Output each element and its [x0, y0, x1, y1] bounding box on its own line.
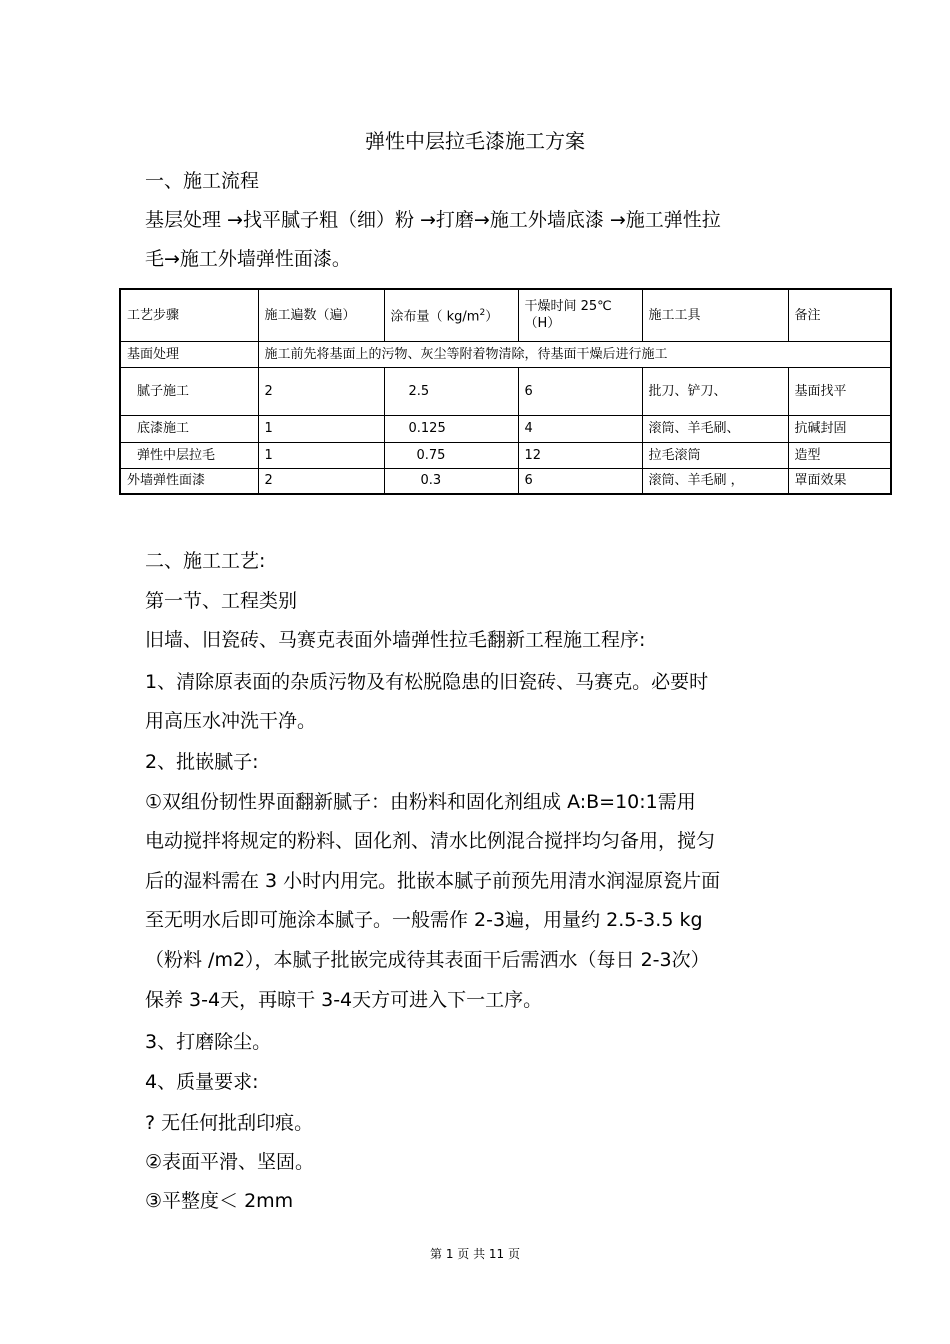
header-step: 工艺步骤: [120, 289, 258, 341]
row-remarks: 基面找平: [788, 367, 891, 415]
header-passes: 施工遍数（遍）: [258, 289, 384, 341]
page-footer: 第 1 页 共 11 页: [430, 1247, 520, 1261]
row-passes: 1: [258, 415, 384, 442]
table-header-row: [120, 289, 891, 341]
row-tools: 滚筒、羊毛刷、: [642, 415, 788, 442]
row-step: 弹性中层拉毛: [120, 442, 258, 468]
header-remarks: 备注: [788, 289, 891, 341]
step2-line2: 电动搅拌将规定的粉料、固化剂、清水比例混合搅拌均匀备用，搅匀: [145, 830, 716, 852]
row-passes: 2: [258, 468, 384, 494]
step2-line3: 后的湿料需在 3 小时内用完。批嵌本腻子前预先用清水润湿原瓷片面: [145, 870, 721, 892]
section1-heading: 一、施工流程: [145, 170, 260, 192]
step2-line6: 保养 3-4天，再晾干 3-4天方可进入下一工序。: [145, 989, 543, 1011]
table-row: [120, 442, 891, 468]
row-dry: 6: [518, 468, 642, 494]
row-tools: 批刀、铲刀、: [642, 367, 788, 415]
base-note: 施工前先将基面上的污物、灰尘等附着物清除，待基面干燥后进行施工: [258, 341, 891, 367]
step2-line5: （粉料 /m2），本腻子批嵌完成待其表面干后需洒水（每日 2-3次）: [145, 949, 710, 971]
table-row: [120, 367, 891, 415]
step3: 3、打磨除尘。: [145, 1031, 272, 1053]
header-dry-time: 干燥时间 25℃ （H）: [518, 289, 642, 341]
process-table: [119, 288, 892, 495]
row-coverage: 0.3: [384, 468, 518, 494]
row-tools: 滚筒、羊毛刷 ，: [642, 468, 788, 494]
row-passes: 2: [258, 367, 384, 415]
table-row-base: [120, 341, 891, 367]
row-step: 底漆施工: [120, 415, 258, 442]
row-tools: 拉毛滚筒: [642, 442, 788, 468]
step1-line2: 用高压水冲洗干净。: [145, 710, 317, 732]
step1-line1: 1、清除原表面的杂质污物及有松脱隐患的旧瓷砖、马赛克。必要时: [145, 671, 709, 693]
row-dry: 6: [518, 367, 642, 415]
row-remarks: 抗碱封固: [788, 415, 891, 442]
quality-item-3: ③平整度＜ 2mm: [145, 1190, 294, 1212]
step2-line1: ①双组份韧性界面翻新腻子：由粉料和固化剂组成 A:B=10:1需用: [145, 791, 696, 813]
row-remarks: 罩面效果: [788, 468, 891, 494]
row-coverage: 2.5: [384, 367, 518, 415]
quality-item-1: ? 无任何批刮印痕。: [145, 1112, 314, 1134]
table-row: [120, 468, 891, 494]
flow-line-1: 基层处理 →找平腻子粗（细）粉 →打磨→施工外墙底漆 →施工弹性拉: [145, 209, 721, 231]
row-dry: 12: [518, 442, 642, 468]
section2-heading: 二、施工工艺:: [145, 550, 266, 572]
document-title: 弹性中层拉毛漆施工方案: [365, 129, 585, 153]
table-row: [120, 415, 891, 442]
quality-item-2: ②表面平滑、坚固。: [145, 1151, 315, 1173]
row-dry: 4: [518, 415, 642, 442]
row-coverage: 0.125: [384, 415, 518, 442]
header-tools: 施工工具: [642, 289, 788, 341]
flow-line-2: 毛→施工外墙弹性面漆。: [145, 248, 351, 270]
base-step: 基面处理: [120, 341, 258, 367]
section2-subheading: 第一节、工程类别: [145, 590, 298, 612]
row-step: 外墙弹性面漆: [120, 468, 258, 494]
row-step: 腻子施工: [120, 367, 258, 415]
step2-heading: 2、批嵌腻子:: [145, 751, 259, 773]
row-passes: 1: [258, 442, 384, 468]
step2-line4: 至无明水后即可施涂本腻子。一般需作 2-3遍，用量约 2.5-3.5 kg: [145, 909, 703, 931]
header-coverage: 涂布量（ $kg/m^2$）: [384, 289, 518, 341]
row-remarks: 造型: [788, 442, 891, 468]
step4-heading: 4、质量要求:: [145, 1071, 259, 1093]
row-coverage: 0.75: [384, 442, 518, 468]
section2-intro: 旧墙、旧瓷砖、马赛克表面外墙弹性拉毛翻新工程施工程序:: [145, 629, 646, 651]
